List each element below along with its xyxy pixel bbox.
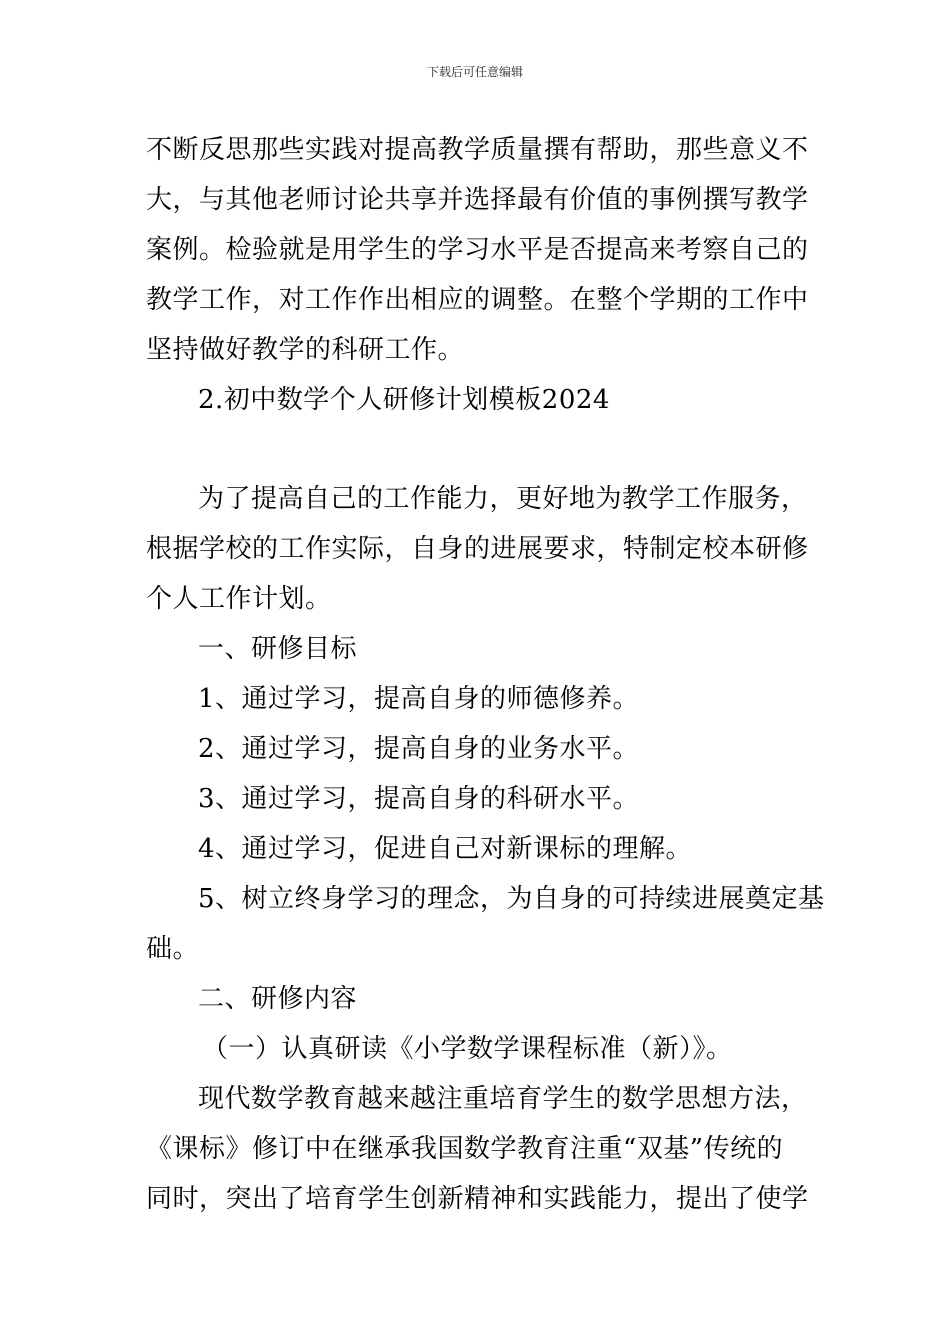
body-line: 个人工作计划。	[146, 584, 332, 614]
list-item: 2、通过学习，提高自身的业务水平。	[198, 734, 640, 764]
list-item: 3、通过学习，提高自身的科研水平。	[198, 784, 640, 814]
subsection-heading: 二、研修内容	[198, 984, 358, 1014]
list-item: 5、树立终身学习的理念，为自身的可持续进展奠定基	[198, 884, 825, 914]
list-item: 1、通过学习，提高自身的师德修养。	[198, 684, 640, 714]
body-line: 不断反思那些实践对提高教学质量撰有帮助，那些意义不	[146, 135, 809, 165]
body-line: 现代数学教育越来越注重培育学生的数学思想方法，	[198, 1084, 808, 1114]
body-line: 根据学校的工作实际，自身的进展要求，特制定校本研修	[146, 534, 809, 564]
section-heading: 2.初中数学个人研修计划模板2024	[198, 385, 610, 415]
body-line: 《课标》修订中在继承我国数学教育注重“双基”传统的	[146, 1134, 784, 1164]
sub-item-heading: （一）认真研读《小学数学课程标准（新）》。	[202, 1034, 733, 1064]
body-line: 同时，突出了培育学生创新精神和实践能力，提出了使学	[146, 1184, 809, 1214]
subsection-heading: 一、研修目标	[198, 634, 358, 664]
page-header-note: 下载后可任意编辑	[426, 65, 523, 79]
body-line: 坚持做好教学的科研工作。	[146, 335, 465, 365]
list-item-continuation: 础。	[146, 934, 200, 964]
body-line: 教学工作，对工作作出相应的调整。在整个学期的工作中	[146, 285, 809, 315]
body-line: 案例。检验就是用学生的学习水平是否提高来考察自己的	[146, 235, 809, 265]
list-item: 4、通过学习，促进自己对新课标的理解。	[198, 834, 693, 864]
body-line: 为了提高自己的工作能力，更好地为教学工作服务，	[198, 484, 808, 514]
body-line: 大，与其他老师讨论共享并选择最有价值的事例撰写教学	[146, 185, 809, 215]
